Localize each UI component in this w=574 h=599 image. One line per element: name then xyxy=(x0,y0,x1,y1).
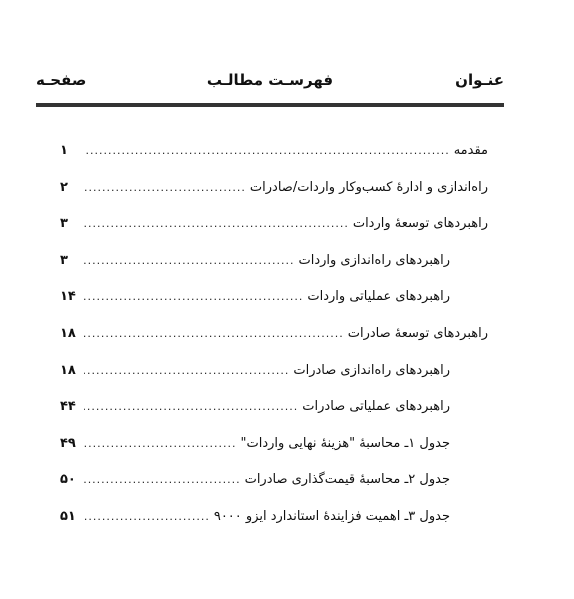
dot-leader xyxy=(84,316,344,353)
entry-page-number: ۱۸ xyxy=(60,362,76,378)
entry-title: راهبردهای عملیاتی صادرات xyxy=(302,399,450,415)
dot-leader xyxy=(84,353,289,390)
toc-entry-export-operations[interactable] xyxy=(60,389,488,426)
toc-entry-table-2[interactable] xyxy=(60,462,488,499)
entry-page-number: ۱ xyxy=(60,143,68,158)
toc-entry-export-launch[interactable] xyxy=(60,353,488,390)
entry-page-number: ۱۴ xyxy=(60,289,76,305)
page-column-label: صفحـه xyxy=(36,71,87,89)
toc-entry-import-launch[interactable] xyxy=(60,243,488,280)
dot-leader xyxy=(84,170,246,207)
toc-header xyxy=(36,66,504,94)
toc-entry-table-3[interactable] xyxy=(60,499,488,536)
page-title: فهرسـت مطالـب xyxy=(206,71,334,89)
entry-title: مقدمه xyxy=(453,143,488,158)
dot-leader xyxy=(84,499,210,536)
entry-title: جدول ۱ـ محاسبۀ "هزینۀ نهایی واردات" xyxy=(240,435,450,451)
entry-title: راه‌اندازی و ادارۀ کسب‌وکار واردات/صادرات xyxy=(249,179,488,195)
entry-page-number: ۴۹ xyxy=(60,435,76,451)
dot-leader xyxy=(84,389,298,426)
entry-page-number: ۲ xyxy=(60,179,68,195)
toc-entry-import-operations[interactable] xyxy=(60,279,488,316)
entry-page-number: ۱۸ xyxy=(60,325,76,341)
entry-page-number: ۴۴ xyxy=(60,399,76,415)
dot-leader xyxy=(84,462,241,499)
toc-entry-table-1[interactable] xyxy=(60,426,488,463)
entry-title: راهبردهای راه‌اندازی صادرات xyxy=(293,362,450,378)
toc-entry-business-setup[interactable] xyxy=(60,170,488,207)
entry-page-number: ۵۰ xyxy=(60,472,76,488)
entry-title: جدول ۲ـ محاسبۀ قیمت‌گذاری صادرات xyxy=(244,472,450,488)
dot-leader xyxy=(84,243,294,280)
toc-list xyxy=(60,133,488,536)
dot-leader xyxy=(84,426,237,463)
entry-title: راهبردهای عملیاتی واردات xyxy=(307,289,450,305)
entry-page-number: ۳ xyxy=(60,252,68,268)
header-divider xyxy=(36,103,504,107)
entry-title: راهبردهای توسعۀ واردات xyxy=(352,216,488,232)
entry-page-number: ۵۱ xyxy=(60,508,76,524)
entry-title: جدول ۳ـ اهمیت فزایندۀ استاندارد ایزو ۹۰۰۰ xyxy=(213,508,450,524)
entry-page-number: ۳ xyxy=(60,216,68,232)
dot-leader xyxy=(84,133,450,170)
entry-title: راهبردهای توسعۀ صادرات xyxy=(347,325,488,341)
toc-entry-import-development[interactable] xyxy=(60,206,488,243)
title-column-label: عنـوان xyxy=(455,71,504,89)
toc-entry-introduction[interactable] xyxy=(60,133,488,170)
dot-leader xyxy=(84,279,303,316)
dot-leader xyxy=(84,206,349,243)
entry-title: راهبردهای راه‌اندازی واردات xyxy=(298,252,450,268)
toc-entry-export-development[interactable] xyxy=(60,316,488,353)
